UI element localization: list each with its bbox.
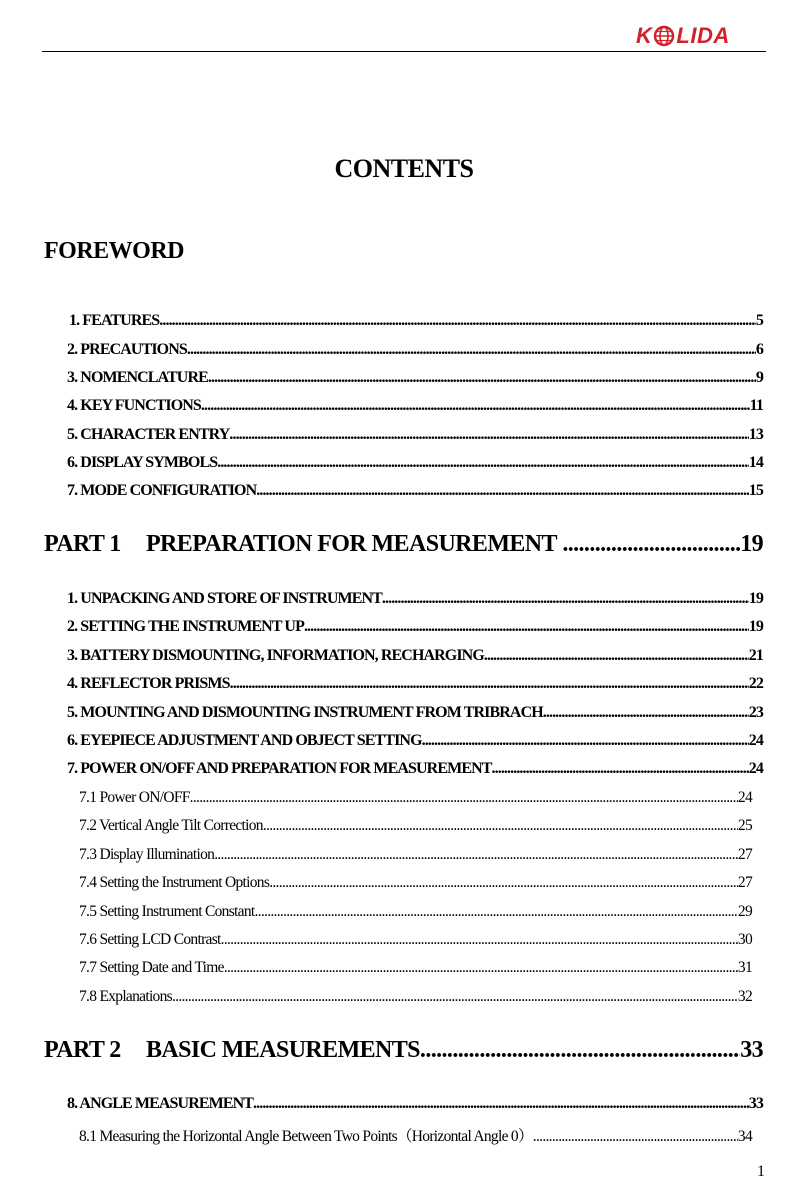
leader-dots bbox=[159, 312, 756, 330]
toc-entry-label: 6. DISPLAY SYMBOLS bbox=[67, 454, 218, 471]
toc-subentry[interactable] bbox=[79, 817, 752, 835]
leader-dots bbox=[422, 732, 749, 750]
toc-entry-page: 21 bbox=[748, 647, 763, 664]
toc-subentry-label: 7.6 Setting LCD Contrast bbox=[79, 931, 221, 948]
toc-entry-label: 1. FEATURES bbox=[69, 312, 160, 329]
toc-entry[interactable] bbox=[67, 397, 763, 415]
toc-entry-page: 9 bbox=[755, 369, 763, 386]
toc-subentry[interactable] bbox=[79, 931, 752, 949]
toc-entry-label: 6. EYEPIECE ADJUSTMENT AND OBJECT SETTING bbox=[67, 732, 422, 749]
leader-dots bbox=[208, 369, 756, 387]
leader-dots bbox=[492, 760, 749, 778]
toc-entry-page: 15 bbox=[748, 482, 763, 499]
toc-subentry-page: 29 bbox=[737, 903, 752, 920]
part2-number: PART 2 bbox=[44, 1037, 121, 1063]
toc-subentry-page: 25 bbox=[737, 817, 752, 834]
toc-subentry-label: 7.8 Explanations bbox=[79, 988, 172, 1005]
toc-subentry-label: 7.5 Setting Instrument Constant bbox=[79, 903, 255, 920]
part2-heading[interactable] bbox=[44, 1037, 763, 1064]
toc-subentry-label: 7.1 Power ON/OFF bbox=[79, 789, 190, 806]
toc-entry-page: 6 bbox=[755, 341, 763, 358]
toc-subentry-page: 27 bbox=[737, 874, 752, 891]
toc-entry-label: 5. MOUNTING AND DISMOUNTING INSTRUMENT FROM TRIBRACH bbox=[67, 704, 543, 721]
leader-dots bbox=[172, 988, 738, 1006]
toc-subentry-label: 7.2 Vertical Angle Tilt Correction bbox=[79, 817, 263, 834]
toc-entry[interactable] bbox=[67, 760, 763, 778]
leader-dots bbox=[255, 903, 738, 921]
part2-title: BASIC MEASUREMENTS bbox=[146, 1037, 420, 1063]
foreword-heading: FOREWORD bbox=[44, 238, 184, 264]
toc-subentry-page: 31 bbox=[737, 959, 752, 976]
toc-entry-label: 3. BATTERY DISMOUNTING, INFORMATION, RECHARGING bbox=[67, 647, 484, 664]
toc-subentry-page: 30 bbox=[737, 931, 752, 948]
leader-dots bbox=[221, 931, 738, 949]
toc-entry-label: 2. SETTING THE INSTRUMENT UP bbox=[67, 618, 304, 635]
toc-subentry-label: 7.7 Setting Date and Time bbox=[79, 959, 224, 976]
globe-icon bbox=[653, 25, 675, 47]
toc-entry-page: 33 bbox=[748, 1095, 763, 1112]
leader-dots bbox=[229, 426, 748, 444]
toc-entry-label: 7. POWER ON/OFF AND PREPARATION FOR MEASUREMENT bbox=[67, 760, 492, 777]
toc-entry-label: 4. KEY FUNCTIONS bbox=[67, 397, 201, 414]
kolida-logo bbox=[636, 22, 730, 50]
toc-subentry[interactable] bbox=[79, 1124, 752, 1146]
toc-entry-page: 14 bbox=[748, 454, 763, 471]
toc-entry-label: 7. MODE CONFIGURATION bbox=[67, 482, 257, 499]
toc-subentry-page: 24 bbox=[737, 789, 752, 806]
toc-entry[interactable] bbox=[67, 1095, 763, 1113]
leader-dots bbox=[187, 341, 756, 359]
toc-entry-page: 11 bbox=[749, 397, 763, 414]
leader-dots bbox=[201, 397, 750, 415]
toc-entry-label: 4. REFLECTOR PRISMS bbox=[67, 675, 230, 692]
page-number: 1 bbox=[757, 1163, 765, 1180]
toc-entry[interactable] bbox=[67, 426, 763, 444]
toc-entry-page: 22 bbox=[748, 675, 763, 692]
toc-entry-page: 13 bbox=[748, 426, 763, 443]
toc-subentry[interactable] bbox=[79, 959, 752, 977]
toc-entry-label: 1. UNPACKING AND STORE OF INSTRUMENT bbox=[67, 590, 382, 607]
toc-entry-page: 24 bbox=[748, 732, 763, 749]
logo-text-right: LIDA bbox=[676, 23, 730, 48]
leader-dots bbox=[253, 1095, 749, 1113]
toc-entry[interactable] bbox=[69, 312, 763, 330]
leader-dots bbox=[562, 531, 740, 558]
part2-page: 33 bbox=[740, 1037, 763, 1063]
toc-entry[interactable] bbox=[67, 618, 763, 636]
toc-subentry-label: 8.1 Measuring the Horizontal Angle Between Two Points（Horizontal Angle 0） bbox=[79, 1128, 533, 1145]
toc-entry-label: 3. NOMENCLATURE bbox=[67, 369, 208, 386]
leader-dots bbox=[214, 846, 738, 864]
part1-title: PREPARATION FOR MEASUREMENT bbox=[146, 531, 557, 557]
toc-entry[interactable] bbox=[67, 454, 763, 472]
toc-subentry[interactable] bbox=[79, 903, 752, 921]
toc-subentry[interactable] bbox=[79, 874, 752, 892]
leader-dots bbox=[230, 675, 749, 693]
toc-entry[interactable] bbox=[67, 369, 763, 387]
toc-subentry[interactable] bbox=[79, 988, 752, 1006]
leader-dots bbox=[224, 959, 738, 977]
logo-text-left: K bbox=[636, 23, 653, 48]
toc-entry-page: 19 bbox=[748, 618, 763, 635]
toc-entry-page: 24 bbox=[748, 760, 763, 777]
toc-subentry[interactable] bbox=[79, 789, 752, 807]
toc-entry[interactable] bbox=[67, 590, 763, 608]
toc-entry[interactable] bbox=[67, 704, 763, 722]
leader-dots bbox=[533, 1128, 738, 1146]
toc-entry-page: 19 bbox=[748, 590, 763, 607]
leader-dots bbox=[304, 618, 749, 636]
page-title: CONTENTS bbox=[334, 154, 474, 183]
toc-entry[interactable] bbox=[67, 647, 763, 665]
toc-entry-page: 23 bbox=[748, 704, 763, 721]
toc-subentry[interactable] bbox=[79, 846, 752, 864]
toc-subentry-page: 32 bbox=[737, 988, 752, 1005]
leader-dots bbox=[256, 482, 749, 500]
toc-subentry-label: 7.3 Display Illumination bbox=[79, 846, 215, 863]
toc-entry-page: 5 bbox=[755, 312, 763, 329]
leader-dots bbox=[420, 1037, 740, 1064]
toc-entry[interactable] bbox=[67, 675, 763, 693]
leader-dots bbox=[484, 647, 749, 665]
header-divider bbox=[42, 51, 766, 52]
leader-dots bbox=[382, 590, 749, 608]
leader-dots bbox=[217, 454, 749, 472]
toc-entry[interactable] bbox=[67, 732, 763, 750]
leader-dots bbox=[269, 874, 738, 892]
part1-page: 19 bbox=[740, 531, 763, 557]
toc-entry-label: 5. CHARACTER ENTRY bbox=[67, 426, 230, 443]
toc-entry[interactable] bbox=[67, 341, 763, 359]
toc-entry-label: 2. PRECAUTIONS bbox=[67, 341, 187, 358]
leader-dots bbox=[543, 704, 749, 722]
toc-subentry-page: 27 bbox=[737, 846, 752, 863]
toc-entry-label: 8. ANGLE MEASUREMENT bbox=[67, 1095, 254, 1112]
leader-dots bbox=[263, 817, 738, 835]
toc-subentry-page: 34 bbox=[737, 1128, 752, 1145]
toc-entry[interactable] bbox=[67, 482, 763, 500]
part1-heading[interactable] bbox=[44, 531, 763, 558]
leader-dots bbox=[190, 789, 738, 807]
toc-subentry-label: 7.4 Setting the Instrument Options bbox=[79, 874, 270, 891]
part1-number: PART 1 bbox=[44, 531, 121, 557]
